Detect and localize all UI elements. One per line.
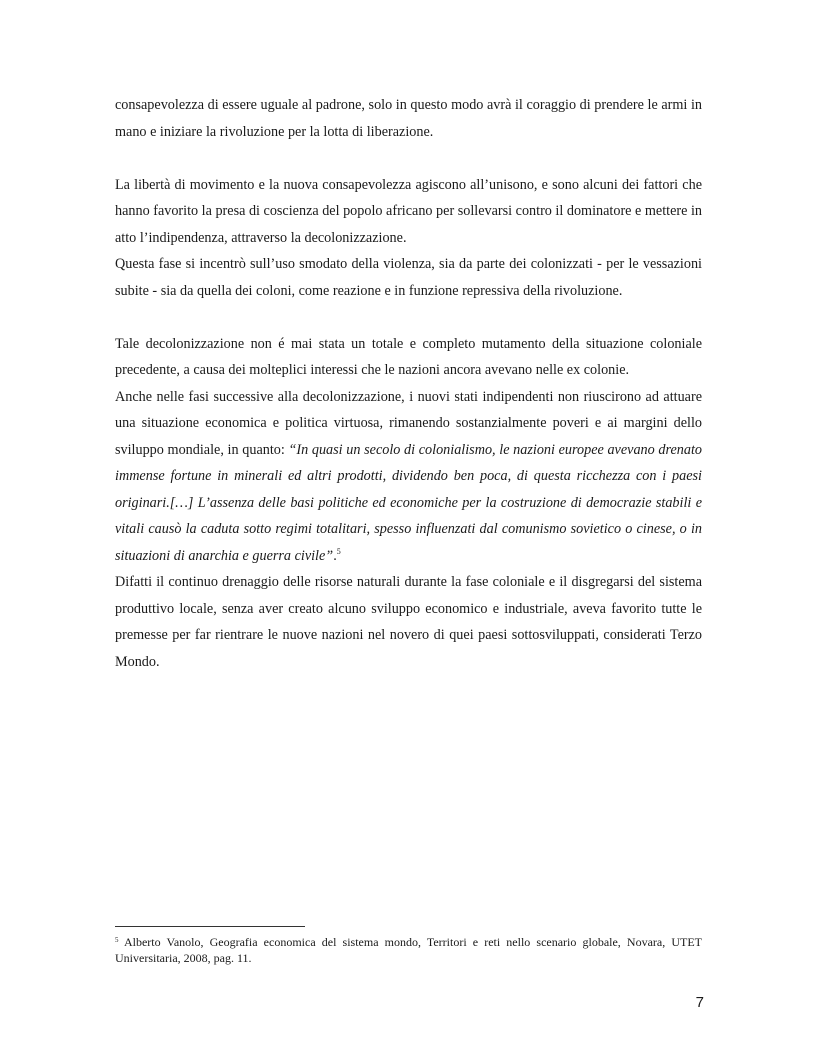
paragraph-6: Difatti il continuo drenaggio delle risorse naturali durante la fase coloniale e il disgregarsi del sistema produttivo locale, senza aver creato alcuno sviluppo economico e industriale, aveva favorito tutte le premesse per far rientrare le nuove nazioni nel novero di quei paesi sottosviluppati, considerati Terzo Mondo. — [115, 574, 702, 670]
paragraph-1: consapevolezza di essere uguale al padrone, solo in questo modo avrà il coraggio di prendere le armi in mano e iniziare la rivoluzione per la lotta di liberazione. — [115, 97, 702, 140]
paragraph-5-intro: Anche nelle fasi successive alla decolonizzazione, i nuovi stati indipendenti non riuscirono ad attuare una situazione economica e politica virtuosa, rimanendo sostanzialmente poveri e ai margini dello sviluppo mondiale, in quanto: — [115, 388, 702, 458]
paragraph-3: Questa fase si incentrò sull’uso smodato della violenza, sia da parte dei colonizzati - per le vessazioni subite - sia da quella dei coloni, come reazione e in funzione repressiva della rivoluzione. — [115, 256, 702, 299]
page-number: 7 — [695, 994, 704, 1011]
footnote-reference: 5 — [336, 546, 341, 556]
paragraph-2: La libertà di movimento e la nuova consapevolezza agiscono all’unisono, e sono alcuni dei fattori che hanno favorito la presa di coscienza del popolo africano per sollevarsi contro il dominatore e mettere in atto l’indipendenza, attraverso la decolonizzazione. — [115, 176, 702, 246]
footnote — [115, 934, 702, 966]
paragraph-5-end: . — [333, 547, 337, 564]
footnote-separator — [115, 926, 305, 927]
footnote-text: Alberto Vanolo, Geografia economica del sistema mondo, Territori e reti nello scenario globale, Novara, UTET Universitaria, 2008, pag. 11. — [115, 935, 702, 965]
paragraph-4: Tale decolonizzazione non é mai stata un totale e completo mutamento della situazione coloniale precedente, a causa dei molteplici interessi che le nazioni ancora avevano nelle ex colonie. — [115, 335, 702, 378]
footnote-number: 5 — [115, 936, 119, 944]
paragraph-5 — [115, 384, 702, 570]
body-text — [115, 92, 702, 675]
block-quote: “In quasi un secolo di colonialismo, le nazioni europee avevano drenato immense fortune in minerali ed altri prodotti, dividendo ben poca, di questa ricchezza con i paesi originari.[…] L’assenza delle basi politiche ed economiche per la costruzione di democrazie stabili e vitali causò la caduta sotto regimi totalitari, spesso influenzati dal comunismo sovietico o cinese, o in situazioni di anarchia e guerra civile” — [115, 441, 702, 564]
